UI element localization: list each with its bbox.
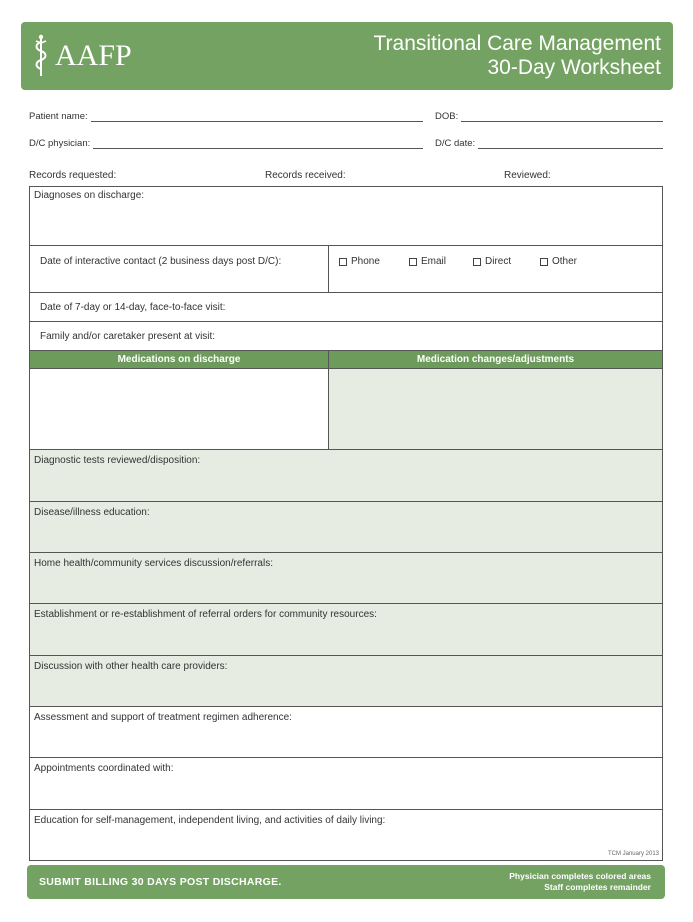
appointments-label: Appointments coordinated with: <box>34 763 174 774</box>
direct-label: Direct <box>485 256 512 267</box>
family-label: Family and/or caretaker present at visit: <box>40 331 216 342</box>
home-health-row[interactable] <box>30 553 662 604</box>
other-checkbox[interactable] <box>540 258 548 266</box>
email-label: Email <box>421 256 447 267</box>
dob-label: DOB: <box>435 111 459 122</box>
diagnostic-tests-row[interactable] <box>30 450 662 502</box>
option-phone[interactable] <box>339 256 380 267</box>
aafp-logo <box>33 32 132 80</box>
visit-row[interactable] <box>30 293 662 322</box>
header-banner <box>21 22 673 90</box>
diagnoses-row[interactable] <box>30 187 662 246</box>
direct-checkbox[interactable] <box>473 258 481 266</box>
dc-physician-label: D/C physician: <box>29 138 91 149</box>
medications-on-discharge-area[interactable] <box>30 369 328 449</box>
option-other[interactable] <box>540 256 577 267</box>
dc-date-label: D/C date: <box>435 138 476 149</box>
disease-education-label: Disease/illness education: <box>34 507 150 518</box>
option-direct[interactable] <box>473 256 511 267</box>
assessment-row[interactable] <box>30 707 662 758</box>
other-providers-row[interactable] <box>30 656 662 707</box>
interactive-contact-row <box>30 246 662 293</box>
dob-field[interactable] <box>435 111 663 122</box>
title-line-2: 30-Day Worksheet <box>487 56 661 79</box>
family-row[interactable] <box>30 322 662 351</box>
records-requested-label: Records requested: <box>29 170 117 181</box>
submit-billing-note: SUBMIT BILLING 30 DAYS POST DISCHARGE. <box>39 876 282 888</box>
diagnostic-tests-label: Diagnostic tests reviewed/disposition: <box>34 455 201 466</box>
caduceus-icon <box>33 34 49 78</box>
visit-label: Date of 7-day or 14-day, face-to-face visit: <box>40 302 226 313</box>
medications-divider <box>328 351 329 449</box>
records-received-label: Records received: <box>265 170 346 181</box>
staff-note: Staff completes remainder <box>544 882 651 892</box>
other-providers-label: Discussion with other health care providers: <box>34 661 228 672</box>
option-email[interactable] <box>409 256 446 267</box>
dc-physician-field[interactable] <box>29 138 423 149</box>
tcm-note: TCM January 2013 <box>607 851 659 857</box>
completion-note <box>509 871 651 893</box>
worksheet-form <box>29 186 663 861</box>
reviewed-label: Reviewed: <box>504 170 551 181</box>
patient-name-label: Patient name: <box>29 111 88 122</box>
email-checkbox[interactable] <box>409 258 417 266</box>
dc-date-field[interactable] <box>435 138 663 149</box>
logo-text: AAFP <box>55 39 132 72</box>
referral-orders-label: Establishment or re-establishment of referral orders for community resources: <box>34 609 377 620</box>
interactive-contact-label: Date of interactive contact (2 business days post D/C): <box>40 256 282 267</box>
appointments-row[interactable] <box>30 758 662 810</box>
phone-checkbox[interactable] <box>339 258 347 266</box>
disease-education-row[interactable] <box>30 502 662 553</box>
contact-divider <box>328 246 329 292</box>
patient-name-field[interactable] <box>29 111 423 122</box>
page-title <box>373 32 661 80</box>
medications-on-discharge-header: Medications on discharge <box>30 351 328 368</box>
assessment-label: Assessment and support of treatment regimen adherence: <box>34 712 292 723</box>
diagnoses-label: Diagnoses on discharge: <box>34 190 145 201</box>
phone-label: Phone <box>351 256 380 267</box>
physician-note: Physician completes colored areas <box>509 871 651 881</box>
medication-changes-area[interactable] <box>329 369 662 449</box>
other-label: Other <box>552 256 578 267</box>
self-management-row[interactable] <box>30 810 662 860</box>
referral-orders-row[interactable] <box>30 604 662 656</box>
medications-row <box>30 351 662 450</box>
footer-banner <box>27 865 665 899</box>
self-management-label: Education for self-management, independent living, and activities of daily living: <box>34 815 386 826</box>
title-line-1: Transitional Care Management <box>373 32 661 55</box>
medication-changes-header: Medication changes/adjustments <box>329 351 662 368</box>
home-health-label: Home health/community services discussion/referrals: <box>34 558 273 569</box>
